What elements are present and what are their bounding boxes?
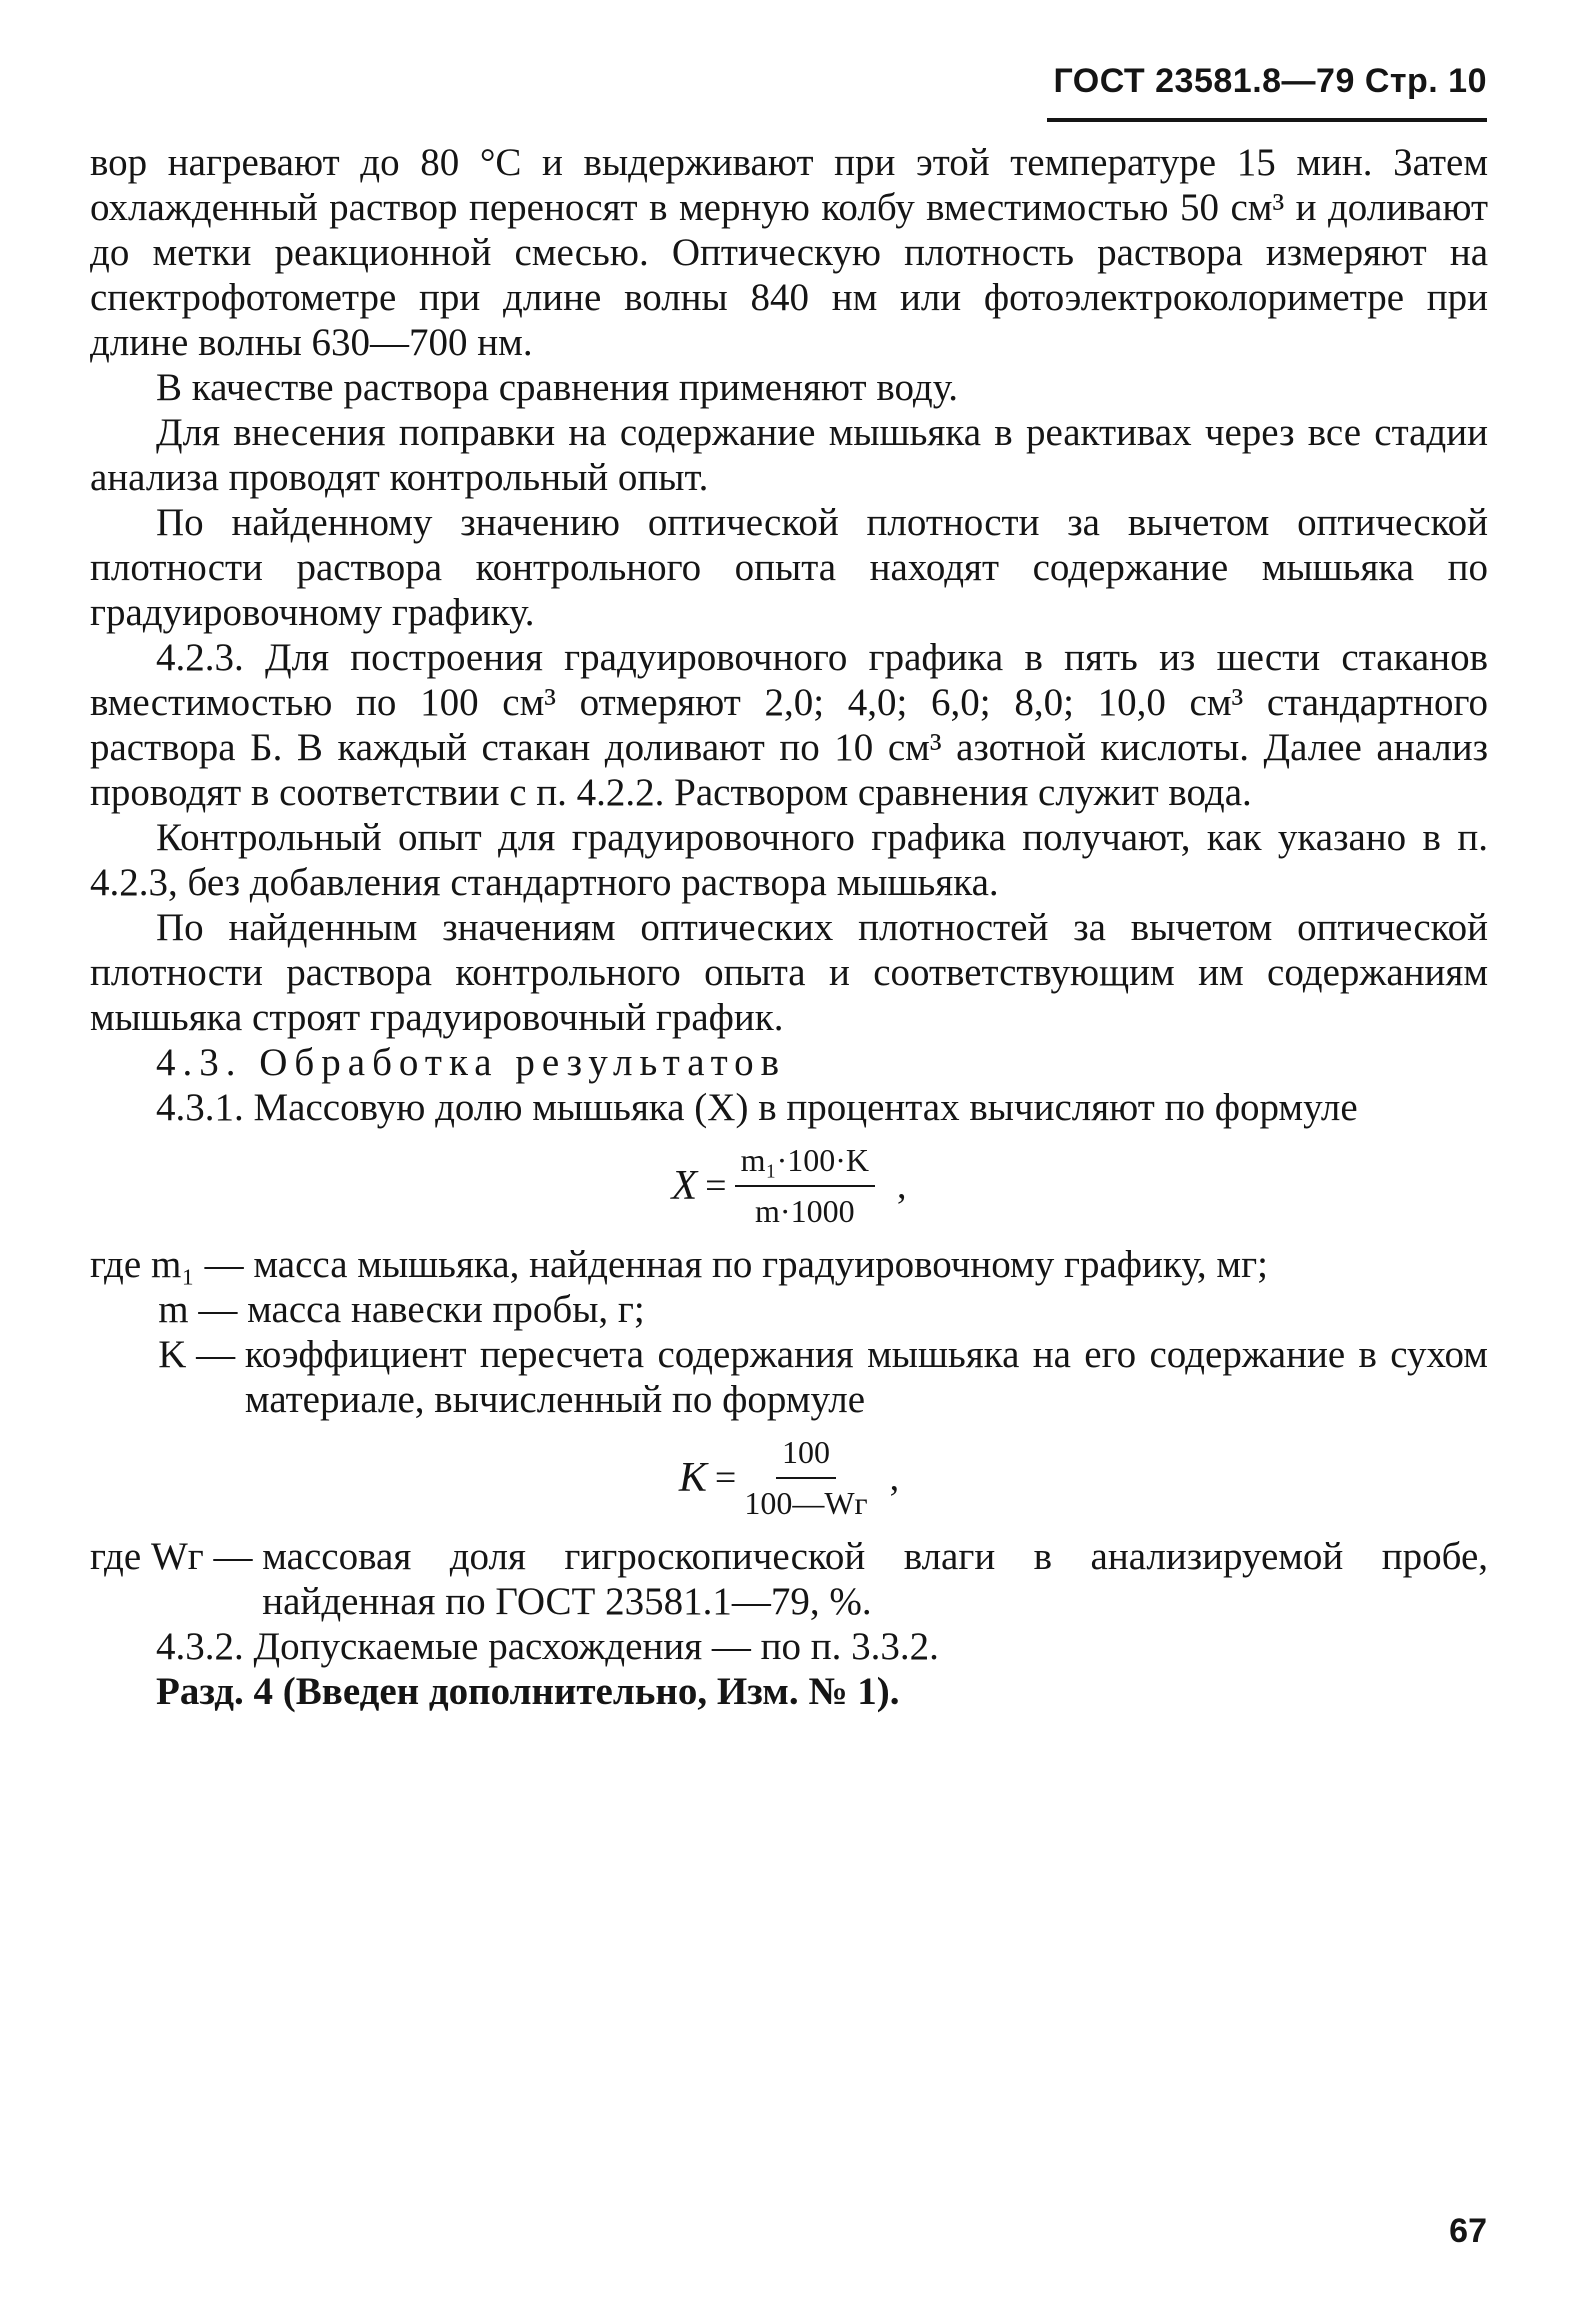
formula-x-fraction bbox=[735, 1138, 875, 1234]
body-text bbox=[90, 140, 1488, 1714]
header-rule bbox=[1047, 118, 1487, 122]
formula-x-numerator: m₁·100·K bbox=[735, 1138, 875, 1187]
definition-term: K — bbox=[90, 1333, 245, 1376]
definition-text: коэффициент пересчета содержания мышьяка на его содержание в сухом материале, вычисленный по формуле bbox=[244, 1333, 1488, 1421]
section-heading-4-3: 4.3. Обработка результатов bbox=[156, 1041, 787, 1084]
definition-text: масса навески пробы, г; bbox=[247, 1288, 645, 1331]
paragraph-4-3-2: 4.3.2. Допускаемые расхождения — по п. 3.3.2. bbox=[156, 1625, 939, 1668]
formula-k-var: K bbox=[678, 1454, 707, 1501]
amendment-note: Разд. 4 (Введен дополнительно, Изм. № 1). bbox=[156, 1670, 900, 1713]
paragraph-control-test: Для внесения поправки на содержание мышьяка в реактивах через все стадии анализа проводят контрольный опыт. bbox=[90, 411, 1488, 499]
definition-text: масса мышьяка, найденная по градуировочному графику, мг; bbox=[253, 1243, 1268, 1286]
definition-text: массовая доля гигроскопической влаги в анализируемой пробе, найденная по ГОСТ 23581.1—79, %. bbox=[262, 1535, 1488, 1623]
formula-x bbox=[90, 1140, 1488, 1232]
paragraph-4-3-1: 4.3.1. Массовую долю мышьяка (X) в процентах вычисляют по формуле bbox=[156, 1086, 1358, 1129]
page-number: 67 bbox=[1449, 2212, 1487, 2250]
formula-x-eq: = bbox=[705, 1164, 727, 1207]
formula-k-numerator: 100 bbox=[776, 1430, 836, 1479]
formula-k-fraction bbox=[744, 1430, 867, 1526]
definition-m1 bbox=[90, 1242, 1488, 1287]
formula-x-denominator: m·1000 bbox=[755, 1193, 855, 1229]
paragraph-control-calibration: Контрольный опыт для градуировочного графика получают, как указано в п. 4.2.3, без добавления стандартного раствора мышьяка. bbox=[90, 816, 1488, 904]
definition-term: где m₁ — bbox=[90, 1243, 254, 1286]
paragraph-calibration-graph: По найденным значениям оптических плотностей за вычетом оптической плотности раствора контрольного опыта и соответствующим им содержаниям мышьяка строят градуировочный график. bbox=[90, 906, 1488, 1039]
definition-m bbox=[90, 1287, 1488, 1332]
definition-wg bbox=[90, 1534, 1488, 1624]
paragraph-optical-density: По найденному значению оптической плотности за вычетом оптической плотности раствора контрольного опыта находят содержание мышьяка по градуировочному графику. bbox=[90, 501, 1488, 634]
formula-x-comma: , bbox=[897, 1164, 907, 1207]
formula-x-var: X bbox=[671, 1162, 698, 1209]
definition-k bbox=[90, 1332, 1488, 1422]
page-header: ГОСТ 23581.8—79 Стр. 10 bbox=[1053, 62, 1487, 100]
paragraph-reference-solution: В качестве раствора сравнения применяют воду. bbox=[156, 366, 959, 409]
paragraph-continuation: вор нагревают до 80 °С и выдерживают при этой температуре 15 мин. Затем охлажденный раствор переносят в мерную колбу вместимостью 50 см³ и доливают до метки реакционной смесью. Оптическую плотность раствора измеряют на спектрофотометре при длине волны 840 нм или фотоэлектроколориметре при длине волны 630—700 нм. bbox=[90, 141, 1488, 364]
paragraph-4-2-3: 4.2.3. Для построения градуировочного графика в пять из шести стаканов вместимостью по 100 см³ отмеряют 2,0; 4,0; 6,0; 8,0; 10,0 см³ стандартного раствора Б. В каждый стакан доливают по 10 см³ азотной кислоты. Далее анализ проводят в соответствии с п. 4.2.2. Раствором сравнения служит вода. bbox=[90, 636, 1488, 814]
definition-term: где Wг — bbox=[90, 1535, 263, 1578]
formula-k-comma: , bbox=[889, 1456, 900, 1499]
formula-k-denominator: 100—Wг bbox=[744, 1485, 868, 1521]
formula-k-eq: = bbox=[714, 1456, 737, 1499]
definition-term: m — bbox=[90, 1288, 248, 1331]
formula-k bbox=[90, 1432, 1488, 1524]
